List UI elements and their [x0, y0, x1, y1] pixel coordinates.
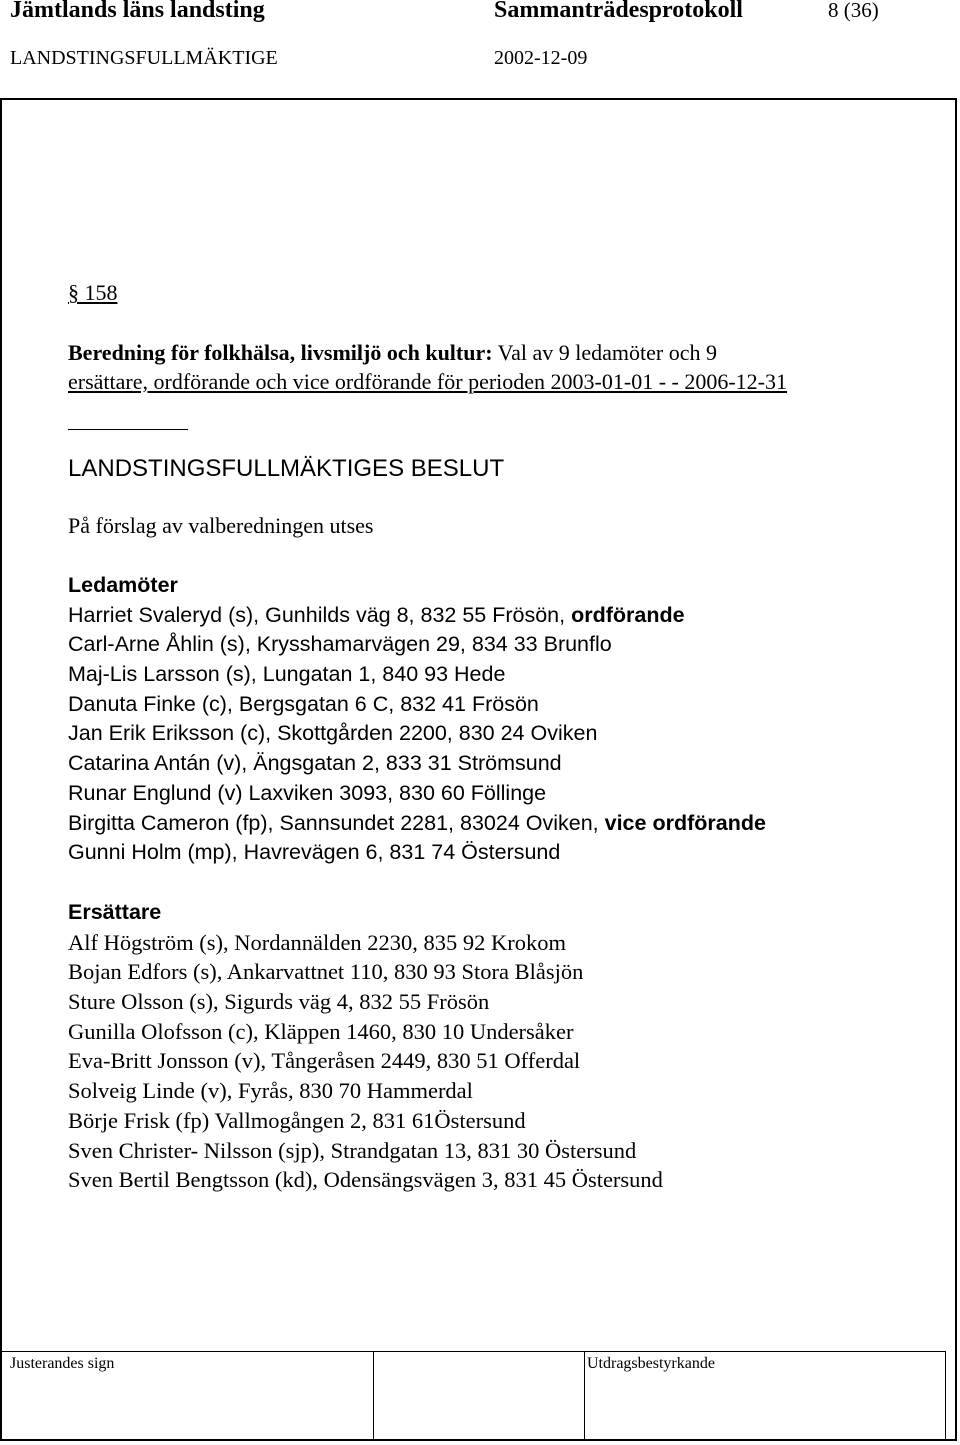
footer-divider: [373, 1351, 374, 1439]
decision-heading: LANDSTINGSFULLMÄKTIGES BESLUT: [68, 455, 505, 482]
decision-intro: På förslag av valberedningen utses: [68, 513, 374, 538]
list-item: [68, 838, 766, 868]
list-item: [68, 601, 766, 631]
list-item: Gunilla Olofsson (c), Kläppen 1460, 830 10 Undersåker: [68, 1018, 574, 1044]
member-text: Runar Englund (v) Laxviken 3093, 830 60 Föllinge: [68, 780, 547, 805]
member-text: Maj-Lis Larsson (s), Lungatan 1, 840 93 Hede: [68, 662, 506, 687]
frame-border-bottom: [0, 1439, 957, 1441]
member-text: Jan Erik Eriksson (c), Skottgården 2200, 830 24 Oviken: [68, 721, 598, 746]
meeting-body: LANDSTINGSFULLMÄKTIGE: [10, 47, 278, 69]
section-symbol: §: [68, 280, 79, 305]
deputies-heading: Ersättare: [68, 900, 162, 924]
member-role: vice ordförande: [604, 810, 766, 835]
footer-rule: [0, 1351, 945, 1352]
agenda-title-bold: Beredning för folkhälsa, livsmiljö och kultur:: [68, 340, 493, 365]
separator-rule: [68, 429, 188, 430]
document-type: Sammanträdesprotokoll: [494, 0, 743, 23]
frame-border-right: [955, 98, 957, 1441]
list-item: Sven Bertil Bengtsson (kd), Odensängsvägen 3, 831 45 Östersund: [68, 1167, 663, 1193]
list-item: [68, 749, 766, 779]
list-item: [68, 779, 766, 809]
member-text: Gunni Holm (mp), Havrevägen 6, 831 74 Östersund: [68, 840, 561, 865]
list-item: [68, 660, 766, 690]
list-item: Sture Olsson (s), Sigurds väg 4, 832 55 Frösön: [68, 989, 490, 1015]
footer-divider: [945, 1351, 946, 1439]
list-item: Solveig Linde (v), Fyrås, 830 70 Hammerdal: [68, 1078, 473, 1104]
footer-divider: [584, 1351, 585, 1439]
list-item: Sven Christer- Nilsson (sjp), Strandgatan 13, 831 30 Östersund: [68, 1137, 637, 1163]
footer-signature-label: Justerandes sign: [10, 1355, 115, 1372]
list-item: [68, 719, 766, 749]
members-heading: Ledamöter: [68, 573, 178, 597]
organization-name: Jämtlands läns landsting: [10, 0, 265, 23]
footer-certification-label: Utdragsbestyrkande: [587, 1355, 715, 1372]
agenda-title-rest: Val av 9 ledamöter och 9: [492, 340, 717, 365]
list-item: Alf Högström (s), Nordannälden 2230, 835 92 Krokom: [68, 929, 567, 955]
list-item: Eva-Britt Jonsson (v), Tångeråsen 2449, 830 51 Offerdal: [68, 1048, 581, 1074]
agenda-title-line1: [68, 340, 717, 366]
frame-border-left: [0, 98, 2, 1441]
list-item: Börje Frisk (fp) Vallmogången 2, 831 61Östersund: [68, 1107, 526, 1133]
member-text: Danuta Finke (c), Bergsgatan 6 C, 832 41 Frösön: [68, 691, 539, 716]
agenda-title-line2: ersättare, ordförande och vice ordförande för perioden 2003-01-01 - - 2006-12-31: [68, 369, 787, 394]
member-text: Catarina Antán (v), Ängsgatan 2, 833 31 Strömsund: [68, 751, 562, 776]
member-role: ordförande: [571, 602, 685, 627]
paragraph-number: [68, 280, 118, 306]
member-text: Carl-Arne Åhlin (s), Krysshamarvägen 29, 834 33 Brunflo: [68, 632, 612, 657]
frame-border-top: [0, 98, 957, 100]
list-item: Bojan Edfors (s), Ankarvattnet 110, 830 93 Stora Blåsjön: [68, 959, 584, 985]
member-text: Harriet Svaleryd (s), Gunhilds väg 8, 832 55 Frösön,: [68, 602, 572, 627]
members-section: [68, 571, 766, 868]
list-item: [68, 630, 766, 660]
deputies-section: [68, 898, 663, 1195]
page-number: 8 (36): [828, 0, 879, 22]
meeting-date: 2002-12-09: [494, 47, 588, 69]
paragraph-number-value: 158: [84, 280, 118, 305]
member-text: Birgitta Cameron (fp), Sannsundet 2281, 83024 Oviken,: [68, 810, 605, 835]
list-item: [68, 690, 766, 720]
list-item: [68, 809, 766, 839]
